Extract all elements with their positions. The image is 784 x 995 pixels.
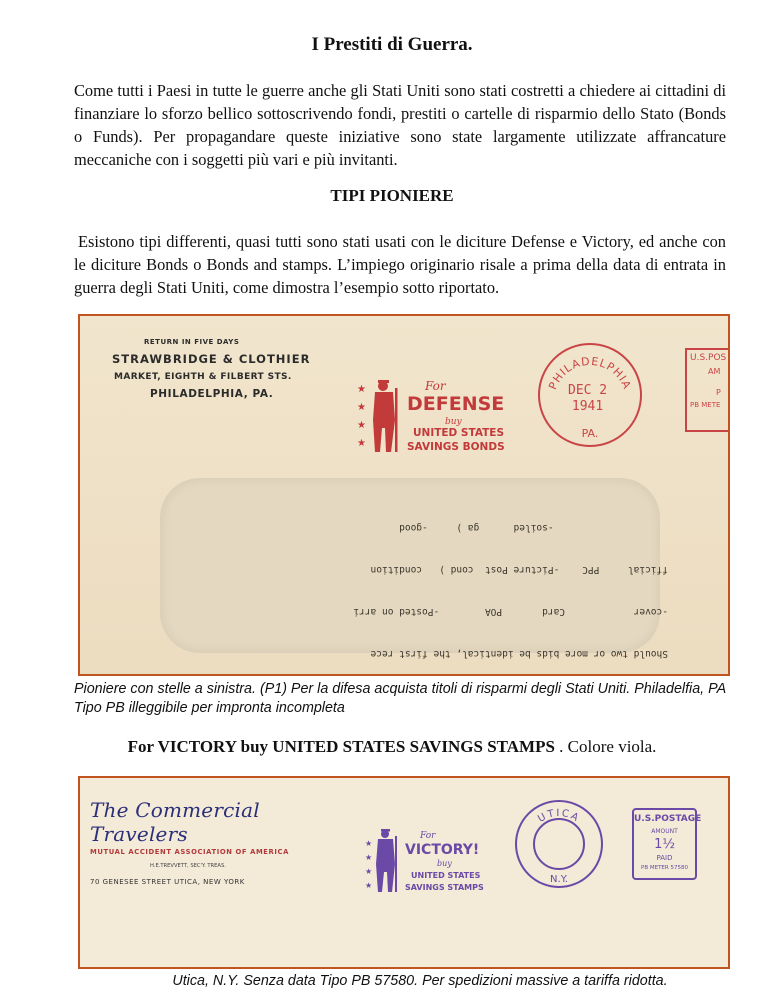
window-line: fficial PPC -Picture Post cond ) condition [370,564,668,575]
postmark-city: PHILADELPHIA [546,354,634,392]
stamp-line4: PB METE [690,401,721,409]
window-line: -cover Card POA -Posted on arri [353,606,668,617]
minuteman-icon [373,380,398,452]
stamp-amount: 1½ [654,837,675,852]
meter-stamp [632,808,702,880]
window-line: Should two or more bids be identical, the first rece [370,648,668,659]
postmark-date: DEC 2 [568,383,608,398]
slogan-us: UNITED STATES [411,871,481,880]
sender-street: MARKET, EIGHTH & FILBERT STS. [114,372,292,382]
stars-icon [365,839,372,890]
stamp-line2: AM [708,367,721,376]
slogan-defense: DEFENSE [407,393,505,415]
stamp-amount-label: AMOUNT [651,828,678,835]
victory-heading-rest: . Colore viola. [554,737,657,756]
caption-defense: Pioniere con stelle a sinistra. (P1) Per la difesa acquista titoli di risparmi degli Stati Uniti. Philadelfia, PA Tipo PB illeggibile per impronta incompleta [74,681,726,716]
window-text-mirrored [168,492,668,676]
sender-subtitle: MUTUAL ACCIDENT ASSOCIATION OF AMERICA [90,848,289,856]
slogan-buy: buy [437,859,452,868]
section-subtitle: TIPI PIONIERE [330,186,454,205]
slogan-us: UNITED STATES [413,427,505,439]
sender-treasurer: H.E.TREVVETT, SEC'Y. TREAS. [150,863,226,869]
slogan-victory: VICTORY! [405,842,480,858]
window-line: -soiled ga ) -good [399,522,668,533]
stamp-paid: PAID [656,854,673,862]
svg-text:UTICA [536,808,582,825]
meter-stamp-partial [685,348,730,432]
slogan-stamps: SAVINGS STAMPS [405,883,484,892]
svg-text:★: ★ [357,384,366,395]
svg-text:★: ★ [365,881,373,890]
svg-text:★: ★ [357,438,366,449]
slogan-bonds: SAVINGS BONDS [407,441,505,453]
body-paragraph: Esistono tipi differenti, quasi tutti sono stati usati con le diciture Defense e Victory, ed anche con le diciture Bonds o Bonds and stamps. L’impiego originario risale a prima della data di entrata in guerra degli Stati Uniti, come dimostra l’esempio sotto riportato. [74,232,726,297]
stars-icon [357,384,366,449]
sender-address [90,798,340,886]
stamp-line3: P [716,388,721,397]
slogan-buy: buy [445,417,462,427]
postmark-state: PA. [581,427,599,440]
sender-address-line: 70 GENESEE STREET UTICA, NEW YORK [90,878,245,886]
stamp-title: U.S.POSTAGE [634,814,702,824]
slogan-for: For [420,831,436,841]
defense-slogan-meter [355,372,535,456]
slogan-for: For [425,379,446,393]
postmark-state: N.Y. [550,874,568,885]
victory-heading-bold: For VICTORY buy UNITED STATES SAVINGS STAMPS [127,737,555,756]
sender-name: The Commercial Travelers [90,798,260,846]
page-title: I Prestiti di Guerra. [311,34,473,55]
victory-slogan-meter [365,824,500,896]
intro-paragraph: Come tutti i Paesi in tutte le guerre anche gli Stati Uniti sono stati costretti a chiedere ai cittadini di finanziare lo sforzo bellico sottoscrivendo fondi, prestiti o cartelle di risparmio dello Stato (Bonds o Funds). Per propagandare queste iniziative sono state largamente utilizzate affrancature meccaniche con i soggetti più vari e più invitanti. [74,81,726,169]
sender-address [112,338,310,400]
postmark-year: 1941 [571,399,604,414]
stamp-line1: U.S.POS [690,353,727,363]
victory-heading [0,737,784,757]
stamp-meter-number: PB METER 57580 [641,865,688,871]
utica-postmark [515,800,603,888]
svg-text:★: ★ [357,420,366,431]
postmark-city: UTICA [536,807,582,825]
envelope-image-defense [78,314,730,676]
return-notice: RETURN IN FIVE DAYS [144,338,240,346]
philadelphia-postmark [538,343,642,447]
sender-name: STRAWBRIDGE & CLOTHIER [112,352,311,366]
caption-victory: Utica, N.Y. Senza data Tipo PB 57580. Per spedizioni massive a tariffa ridotta. [172,973,668,989]
svg-text:★: ★ [357,402,366,413]
sender-city: PHILADELPHIA, PA. [150,388,274,400]
svg-text:★: ★ [365,839,373,848]
minuteman-icon [376,829,397,892]
envelope-image-victory [78,776,730,969]
svg-text:★: ★ [365,867,373,876]
svg-text:★: ★ [365,853,373,862]
